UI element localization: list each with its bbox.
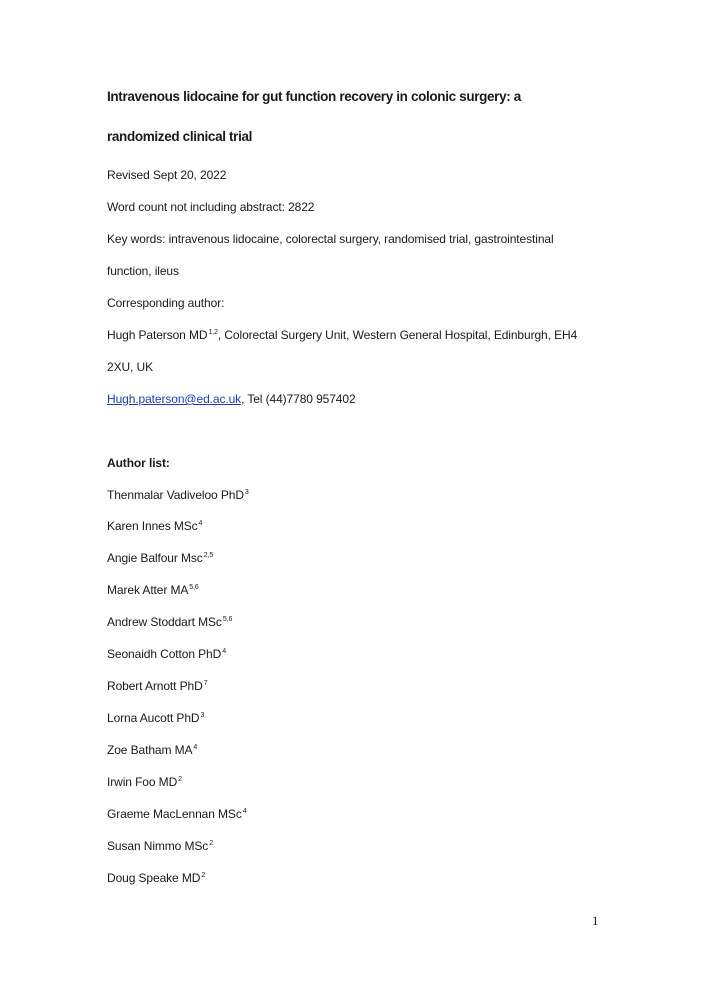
author-item bbox=[107, 550, 213, 566]
author-item bbox=[107, 614, 232, 630]
author-affiliation-sup: 5,6 bbox=[222, 616, 233, 623]
author-affiliation-sup: 2 bbox=[209, 840, 213, 847]
author-name: Lorna Aucott PhD bbox=[107, 711, 200, 725]
corresponding-author-line bbox=[107, 327, 577, 343]
author-affiliation-sup: 3 bbox=[244, 489, 249, 496]
author-item bbox=[107, 838, 213, 854]
author-item bbox=[107, 678, 207, 694]
corresponding-author-postcode: 2XU, UK bbox=[107, 360, 153, 374]
author-name: Andrew Stoddart MSc bbox=[107, 615, 222, 629]
author-name: Susan Nimmo MSc bbox=[107, 839, 209, 853]
corresponding-author-affiliation-sup: 1,2 bbox=[208, 329, 218, 336]
paper-title-line-1: Intravenous lidocaine for gut function recovery in colonic surgery: a bbox=[107, 89, 521, 104]
author-affiliation-sup: 4 bbox=[193, 744, 198, 751]
keywords-line-2: function, ileus bbox=[107, 264, 179, 278]
author-item bbox=[107, 806, 247, 822]
author-item bbox=[107, 646, 226, 662]
author-name: Graeme MacLennan MSc bbox=[107, 807, 242, 821]
word-count: Word count not including abstract: 2822 bbox=[107, 200, 315, 214]
author-affiliation-sup: 2 bbox=[178, 776, 182, 783]
author-list-heading: Author list: bbox=[107, 456, 170, 470]
paper-title-line-2: randomized clinical trial bbox=[107, 129, 253, 144]
corresponding-author-name: Hugh Paterson MD bbox=[107, 328, 208, 342]
author-name: Karen Innes MSc bbox=[107, 519, 198, 533]
author-name: Zoe Batham MA bbox=[107, 743, 193, 757]
author-affiliation-sup: 4 bbox=[198, 520, 203, 527]
author-name: Angie Balfour Msc bbox=[107, 551, 203, 565]
author-affiliation-sup: 2,5 bbox=[203, 552, 214, 559]
author-item bbox=[107, 582, 199, 598]
author-affiliation-sup: 4 bbox=[222, 648, 226, 655]
corresponding-author-label: Corresponding author: bbox=[107, 296, 225, 310]
author-name: Robert Arnott PhD bbox=[107, 679, 203, 693]
revision-date: Revised Sept 20, 2022 bbox=[107, 168, 227, 182]
corresponding-author-affiliation: , Colorectal Surgery Unit, Western General Hospital, Edinburgh, EH4 bbox=[217, 328, 578, 342]
author-item bbox=[107, 487, 249, 503]
author-item bbox=[107, 518, 202, 534]
author-name: Doug Speake MD bbox=[107, 871, 201, 885]
author-name: Marek Atter MA bbox=[107, 583, 189, 597]
keywords-line-1: Key words: intravenous lidocaine, colorectal surgery, randomised trial, gastrointestinal bbox=[107, 232, 554, 246]
author-item bbox=[107, 710, 204, 726]
telephone: , Tel (44)7780 957402 bbox=[241, 392, 356, 406]
author-affiliation-sup: 4 bbox=[242, 808, 247, 815]
contact-line bbox=[107, 391, 356, 407]
author-affiliation-sup: 7 bbox=[203, 680, 208, 687]
page-number: 1 bbox=[592, 913, 599, 928]
author-item bbox=[107, 742, 197, 758]
author-affiliation-sup: 5,6 bbox=[189, 584, 199, 591]
author-affiliation-sup: 3 bbox=[200, 712, 205, 719]
email-link[interactable]: Hugh.paterson@ed.ac.uk bbox=[107, 392, 242, 406]
author-item bbox=[107, 774, 182, 790]
author-affiliation-sup: 2 bbox=[201, 872, 206, 879]
author-item bbox=[107, 870, 205, 886]
author-name: Irwin Foo MD bbox=[107, 775, 178, 789]
author-name: Thenmalar Vadiveloo PhD bbox=[107, 488, 244, 502]
author-name: Seonaidh Cotton PhD bbox=[107, 647, 222, 661]
